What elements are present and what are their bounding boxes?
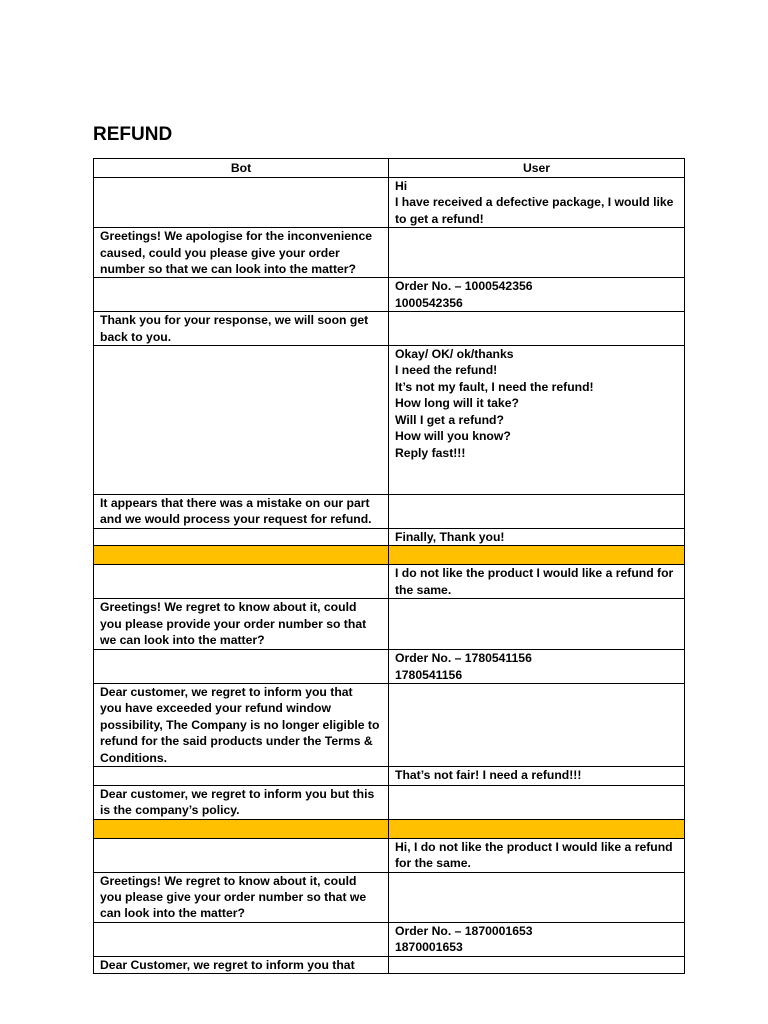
bot-message-cell — [94, 650, 389, 684]
bot-message-cell — [94, 565, 389, 599]
table-row — [94, 956, 685, 973]
separator-row — [94, 819, 685, 838]
user-message-cell — [389, 278, 685, 312]
refund-conversation-table — [93, 158, 685, 974]
bot-message-cell — [94, 599, 389, 650]
user-message-cell — [389, 546, 685, 565]
bot-message-cell — [94, 346, 389, 495]
bot-message-line: refund for the said products under the Terms & — [100, 734, 373, 749]
user-message-line: I do not like the product I would like a refund for — [395, 566, 674, 581]
bot-message-line: and we would process your request for refund. — [100, 512, 372, 527]
bot-message-cell — [94, 495, 389, 529]
user-message-cell — [389, 766, 685, 785]
user-message-line: 1870001653 — [395, 940, 463, 955]
conversation-rows — [94, 178, 685, 974]
bot-message-cell — [94, 278, 389, 312]
table-row — [94, 312, 685, 346]
bot-message-line: caused, could you please give your order — [100, 245, 340, 260]
user-message-line: the same. — [395, 582, 452, 597]
user-message-line: How long will it take? — [395, 396, 519, 411]
user-message-cell — [389, 346, 685, 495]
user-message-cell — [389, 528, 685, 545]
bot-message-line: Dear customer, we regret to inform you but this — [100, 786, 375, 801]
bot-message-line: Conditions. — [100, 750, 168, 765]
user-message-line: That’s not fair! I need a refund!!! — [395, 767, 582, 782]
bot-message-line: Thank you for your response, we will soon get — [100, 313, 369, 328]
table-row — [94, 528, 685, 545]
bot-message-line: Greetings! We regret to know about it, could — [100, 873, 357, 888]
user-message-cell — [389, 312, 685, 346]
bot-message-line: can look into the matter? — [100, 906, 245, 921]
bot-message-line: possibility, The Company is no longer eligible to — [100, 717, 380, 732]
user-message-cell — [389, 956, 685, 973]
table-row — [94, 766, 685, 785]
bot-message-line: we can look into the matter? — [100, 632, 265, 647]
table-row — [94, 922, 685, 956]
bot-message-line: Dear Customer, we regret to inform you that — [100, 957, 355, 972]
bot-message-cell — [94, 785, 389, 819]
user-message-cell — [389, 565, 685, 599]
table-row — [94, 228, 685, 278]
bot-message-line: you please give your order number so that we — [100, 889, 367, 904]
user-message-line: I need the refund! — [395, 363, 498, 378]
table-row — [94, 838, 685, 872]
user-message-cell — [389, 785, 685, 819]
bot-message-line: you have exceeded your refund window — [100, 701, 331, 716]
user-message-cell — [389, 683, 685, 766]
user-message-line: Okay/ OK/ ok/thanks — [395, 347, 514, 362]
user-message-cell — [389, 495, 685, 529]
user-message-cell — [389, 838, 685, 872]
user-message-cell — [389, 922, 685, 956]
bot-message-line: Greetings! We apologise for the inconvenience — [100, 229, 373, 244]
user-column-header: User — [389, 159, 685, 178]
table-row — [94, 178, 685, 228]
document-title: REFUND — [93, 124, 173, 145]
bot-message-line: Dear customer, we regret to inform you that — [100, 684, 353, 699]
bot-message-cell — [94, 838, 389, 872]
user-message-line: How will you know? — [395, 429, 511, 444]
bot-column-header: Bot — [94, 159, 389, 178]
table-row — [94, 278, 685, 312]
table-row — [94, 650, 685, 684]
user-message-line: to get a refund! — [395, 211, 484, 226]
table-header-row — [94, 159, 685, 178]
bot-message-cell — [94, 528, 389, 545]
user-message-line: I have received a defective package, I would like — [395, 195, 674, 210]
bot-message-line: Greetings! We regret to know about it, could — [100, 600, 357, 615]
table-row — [94, 346, 685, 495]
user-message-cell — [389, 228, 685, 278]
user-message-line: Hi — [395, 179, 408, 193]
user-message-line: Order No. – 1870001653 — [395, 923, 533, 938]
bot-message-line: is the company’s policy. — [100, 803, 240, 818]
bot-message-cell — [94, 922, 389, 956]
user-message-line: Will I get a refund? — [395, 412, 504, 427]
user-message-cell — [389, 178, 685, 228]
user-message-line: Hi, I do not like the product I would like a refund — [395, 839, 673, 854]
bot-message-cell — [94, 819, 389, 838]
user-message-line: Reply fast!!! — [395, 445, 466, 460]
separator-row — [94, 546, 685, 565]
bot-message-cell — [94, 683, 389, 766]
bot-message-cell — [94, 228, 389, 278]
user-message-cell — [389, 599, 685, 650]
bot-message-line: number so that we can look into the matter? — [100, 262, 356, 277]
user-message-line: 1780541156 — [395, 667, 463, 682]
user-message-cell — [389, 872, 685, 922]
user-message-line: 1000542356 — [395, 295, 463, 310]
table-row — [94, 683, 685, 766]
table-row — [94, 872, 685, 922]
user-message-line: It’s not my fault, I need the refund! — [395, 379, 594, 394]
bot-message-cell — [94, 312, 389, 346]
bot-message-cell — [94, 766, 389, 785]
bot-message-cell — [94, 956, 389, 973]
bot-message-line: back to you. — [100, 329, 172, 344]
user-message-cell — [389, 819, 685, 838]
bot-message-cell — [94, 872, 389, 922]
user-message-line: Order No. – 1000542356 — [395, 279, 533, 294]
bot-message-cell — [94, 178, 389, 228]
table-row — [94, 599, 685, 650]
table-row — [94, 495, 685, 529]
bot-message-line: It appears that there was a mistake on our part — [100, 496, 370, 511]
bot-message-line: you please provide your order number so that — [100, 616, 367, 631]
user-message-line: Finally, Thank you! — [395, 529, 505, 544]
table-row — [94, 565, 685, 599]
user-message-cell — [389, 650, 685, 684]
user-message-line: Order No. – 1780541156 — [395, 651, 532, 666]
bot-message-cell — [94, 546, 389, 565]
user-message-line: for the same. — [395, 856, 471, 871]
table-row — [94, 785, 685, 819]
